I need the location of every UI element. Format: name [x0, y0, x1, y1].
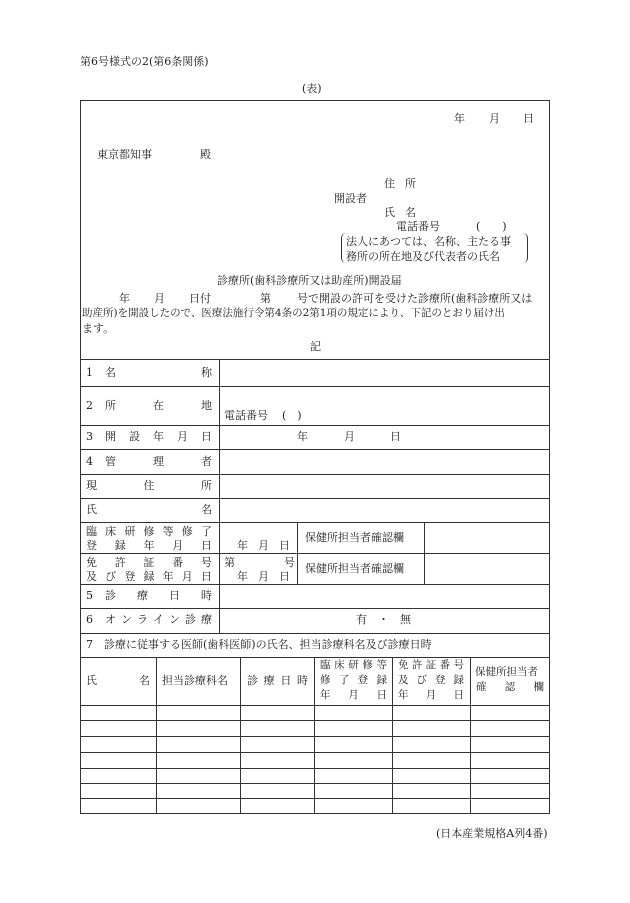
rule	[80, 584, 550, 585]
row-label-online: 6 オ ン ラ イ ン 診 療	[86, 613, 212, 626]
row-label-license-l2: 及 び 登 録 年 月 日	[86, 570, 212, 583]
online-value: 有 ・ 無	[356, 613, 411, 626]
rule	[80, 752, 550, 753]
rule	[80, 553, 550, 554]
row-label-name: 1 名 称	[86, 366, 212, 379]
row-label-location: 2 所 在 地	[86, 399, 212, 412]
staff-header-training-l2: 修 了 登 録	[320, 674, 387, 686]
license-no-first: 第	[224, 556, 235, 569]
side-label: (表)	[302, 82, 322, 95]
rule	[219, 359, 220, 633]
address-label-1: 住	[384, 177, 395, 190]
rule	[80, 768, 550, 769]
rule	[80, 783, 550, 784]
opening-month: 月	[344, 430, 355, 443]
body-line2: 助産所)を開設したので、医療法施行令第4条の2第1項の規定により、下記のとおり届け出	[82, 307, 505, 319]
body-line1-rest: 号で開設の許可を受けた診療所(歯科診療所又は	[297, 292, 533, 305]
date-year: 年	[454, 112, 465, 125]
rule	[80, 720, 550, 721]
staff-header-dept: 担当診療科名	[162, 674, 228, 687]
row-label-manager: 4 管 理 者	[86, 455, 212, 468]
row-label-training-l1: 臨 床 研 修 等 修 了	[86, 525, 212, 538]
rule	[314, 657, 315, 813]
staff-header-license-ymd: 年 月 日	[398, 689, 464, 701]
rule	[80, 657, 550, 658]
row-label-license-l1: 免 許 証 番 号	[86, 556, 212, 569]
rule	[80, 798, 550, 799]
addressee: 東京都知事	[97, 148, 152, 161]
opening-year: 年	[297, 430, 308, 443]
rule	[156, 657, 157, 813]
applicant-label: 開設者	[334, 192, 367, 205]
row-label-training-l2: 登 録 年 月 日	[86, 539, 212, 552]
rule	[392, 657, 393, 813]
rule	[470, 657, 471, 813]
date-month: 月	[489, 112, 500, 125]
applicant-phone-label: 電話番号	[396, 220, 440, 233]
license-no-last: 号	[284, 556, 295, 569]
applicant-phone-parens: ( )	[476, 220, 507, 233]
footer-note: (日本産業規格A列4番)	[436, 827, 548, 840]
body-day-attr: 日付	[189, 292, 211, 305]
name-label-1: 氏	[384, 206, 395, 219]
body-line3: ます。	[82, 322, 115, 335]
staff-header-license-l1: 免 許 証 番 号	[398, 659, 464, 671]
body-year: 年	[119, 292, 130, 305]
row-label-opening-date: 3 開 設 年 月 日	[86, 430, 212, 443]
rule	[80, 498, 550, 499]
rule	[424, 522, 425, 584]
section7-heading: 7 診療に従事する医師(歯科医師)の氏名、担当診療科名及び診療日時	[86, 638, 432, 651]
rule	[80, 359, 550, 360]
staff-header-confirm-l1: 保健所担当者	[475, 666, 538, 678]
body-no-prefix: 第	[260, 292, 271, 305]
rule	[297, 522, 298, 584]
opening-day: 日	[390, 430, 401, 443]
rule	[80, 425, 550, 426]
rule	[80, 633, 550, 634]
document-title: 診療所(歯科診療所又は助産所)開設届	[217, 274, 402, 287]
location-phone-parens: ( )	[282, 409, 302, 422]
rule	[80, 386, 550, 387]
row-label-full-name: 氏 名	[86, 503, 212, 516]
rule	[80, 705, 550, 706]
staff-header-hours: 診 療 日 時	[247, 674, 308, 687]
form-number: 第6号様式の2(第6条関係)	[80, 55, 209, 68]
address-label-2: 所	[405, 177, 416, 190]
rule	[80, 736, 550, 737]
license-ymd: 年 月 日	[237, 570, 290, 583]
rule	[80, 449, 550, 450]
rule	[80, 608, 550, 609]
location-phone-label: 電話番号	[224, 409, 268, 422]
staff-header-training-l1: 臨 床 研 修 等	[320, 659, 387, 671]
rule	[80, 474, 550, 475]
rule	[240, 657, 241, 813]
ki-mark: 記	[310, 340, 321, 353]
staff-header-name: 氏 名	[86, 674, 150, 687]
rule	[80, 522, 550, 523]
date-day: 日	[523, 112, 534, 125]
staff-header-license-l2: 及 び 登 録	[398, 674, 464, 686]
corporate-note-line2: 務所の所在地及び代表者の氏名	[346, 250, 500, 263]
body-month: 月	[154, 292, 165, 305]
staff-header-training-ymd: 年 月 日	[320, 689, 387, 701]
name-label-2: 名	[405, 206, 416, 219]
training-health-center-confirm: 保健所担当者確認欄	[305, 531, 404, 544]
row-label-consult-hours: 5 診 療 日 時	[86, 589, 212, 602]
honorific: 殿	[200, 148, 211, 161]
license-health-center-confirm: 保健所担当者確認欄	[305, 562, 404, 575]
corporate-note-line1: 法人にあつては、名称、主たる事	[346, 235, 511, 248]
staff-header-confirm-l2: 確 認 欄	[476, 681, 544, 693]
row-label-current-address: 現 住 所	[86, 479, 212, 492]
training-ymd: 年 月 日	[237, 539, 290, 552]
